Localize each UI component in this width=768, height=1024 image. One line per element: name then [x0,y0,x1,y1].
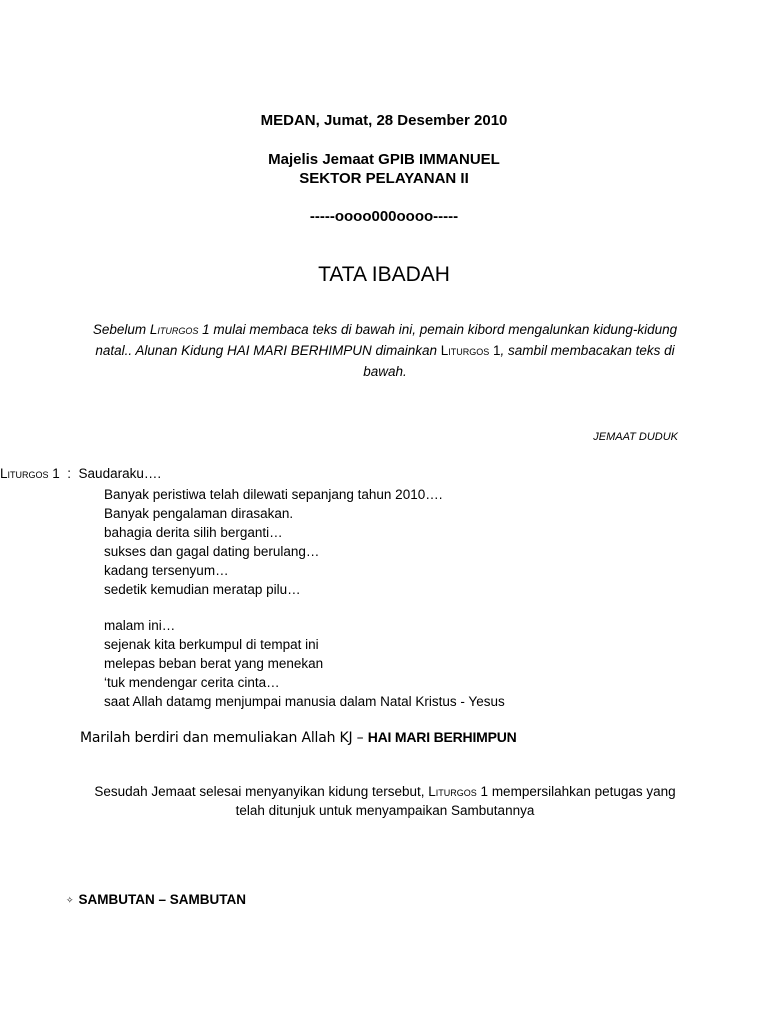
verse-line: Banyak pengalaman dirasakan. [104,506,294,521]
verse-group-1 [104,485,442,599]
verse-line: saat Allah datamg menjumpai manusia dalam Natal Kristus - Yesus [104,694,505,709]
verse-line: sedetik kemudian meratap pilu… [104,582,301,597]
after-text-2: mempersilahkan petugas yang telah ditunjuk untuk menyampaikan Sambutannya [235,784,676,818]
speaker-first-line: Saudaraku…. [78,466,162,481]
intro-text-1: Sebelum [92,322,150,337]
intro-text-2: mulai membaca teks di bawah ini, pemain kibord mengalunkan kidung-kidung natal.. Alunan Kidung HAI MARI BERHIMPUN dimainkan [95,322,678,358]
divider-line: -----oooo000oooo----- [309,208,459,225]
verse-line: Banyak peristiwa telah dilewati sepanjang tahun 2010…. [104,487,443,502]
verse-line: sejenak kita berkumpul di tempat ini [104,637,319,652]
verse-group-2 [104,616,505,711]
page-title: TATA IBADAH [318,263,450,286]
after-song-paragraph [90,782,680,820]
verse-line: melepas beban berat yang menekan [104,656,324,671]
speaker-separator: : [59,466,79,481]
section-sambutan [66,892,246,907]
instruction-jemaat-duduk: JEMAAT DUDUK [593,431,678,443]
verse-line: bahagia derita silih berganti… [104,525,283,540]
intro-liturgos-b: Liturgos 1 [440,343,501,358]
sector-line: SEKTOR PELAYANAN II [299,170,469,187]
speaker-line [0,466,161,481]
verse-line: kadang tersenyum… [104,563,229,578]
intro-text-3: , sambil membacakan teks di bawah. [363,343,675,379]
invitation-line [80,729,517,746]
organization-line: Majelis Jemaat GPIB IMMANUEL [268,151,500,168]
section-label: SAMBUTAN – SAMBUTAN [78,892,247,907]
after-text-1: Sesudah Jemaat selesai menyanyikan kidung tersebut, [94,784,429,799]
speaker-name: Liturgos 1 [0,466,60,481]
intro-paragraph [90,319,680,382]
invitation-text: Marilah berdiri dan memuliakan Allah KJ – [80,730,368,746]
diamond-bullet-icon: ✧ [66,894,74,905]
verse-line: malam ini… [104,618,176,633]
date-line: MEDAN, Jumat, 28 Desember 2010 [260,112,508,129]
verse-line: sukses dan gagal dating berulang… [104,544,320,559]
verse-line: ‘tuk mendengar cerita cinta… [104,675,280,690]
intro-liturgos-a: Liturgos 1 [149,322,210,337]
after-liturgos: Liturgos 1 [428,784,489,799]
invitation-song: HAI MARI BERHIMPUN [367,729,517,745]
